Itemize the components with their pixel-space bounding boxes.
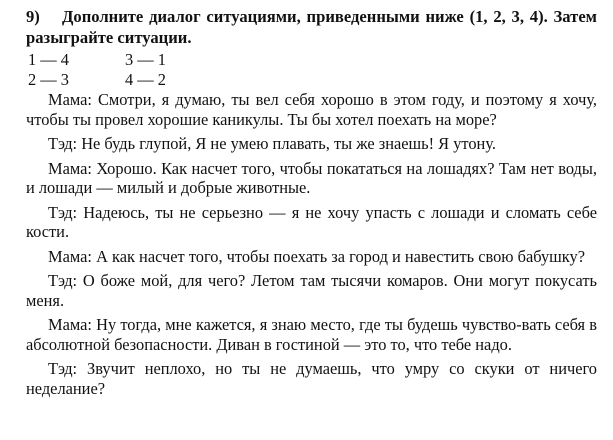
task-number: 9) [26,7,40,26]
speaker-name: Мама: [48,246,92,266]
dialog-text: Хорошо. Как насчет того, чтобы покататься на лошадях? Там нет воды, и лошади — милый и добрые животные. [26,158,597,197]
dialog-line [26,203,597,242]
answer-pair: 4 — 2 [125,70,166,89]
dialog-text: Надеюсь, ты не серьезно — я не хочу упасть с лошади и сломать себе кости. [26,202,597,241]
dialog-line [26,247,597,267]
speaker-name: Тэд: [48,359,78,378]
dialog-line [26,90,597,129]
answer-pairs-row [28,70,597,90]
dialog-line [26,159,597,198]
speaker-name: Мама: [48,90,92,109]
answer-pairs-row [28,50,597,70]
speaker-name: Тэд: [48,134,78,153]
dialog-text: О боже мой, для чего? Летом там тысячи комаров. Они могут покусать меня. [26,271,598,310]
dialog-text: Не будь глупой, Я не умею плавать, ты же знаешь! Я утону. [81,134,496,153]
dialog-line [26,359,597,398]
dialog-text: Ну тогда, мне кажется, я знаю место, где ты будешь чувство-вать себя в абсолютной безопасности. Диван в гостиной — это то, что тебе надо. [26,315,597,354]
dialog-text: Смотри, я думаю, ты вел себя хорошо в этом году, и поэтому я хочу, чтобы ты провел хорошие каникулы. Ты бы хотел поехать на море? [26,90,597,129]
speaker-name: Мама: [48,315,92,334]
answer-pairs [28,50,597,90]
dialog-line [26,315,597,354]
answer-pair: 3 — 1 [125,50,166,69]
speaker-name: Тэд: [48,271,78,290]
dialog-text: А как насчет того, чтобы поехать за город и навестить свою бабушку? [96,246,585,266]
answer-pair: 2 — 3 [28,70,69,89]
dialog-text: Звучит неплохо, но ты не думаешь, что умру со скуки от ничего неделание? [26,359,597,398]
dialog-line [26,271,597,310]
task-header [26,6,597,48]
speaker-name: Тэд: [48,202,78,222]
speaker-name: Мама: [48,158,92,178]
dialog-line [26,134,597,154]
task-instruction: Дополните диалог ситуациями, приведенными ниже (1, 2, 3, 4). Затем разыграйте ситуации. [26,7,597,47]
answer-pair: 1 — 4 [28,50,69,69]
dialog [26,90,597,398]
